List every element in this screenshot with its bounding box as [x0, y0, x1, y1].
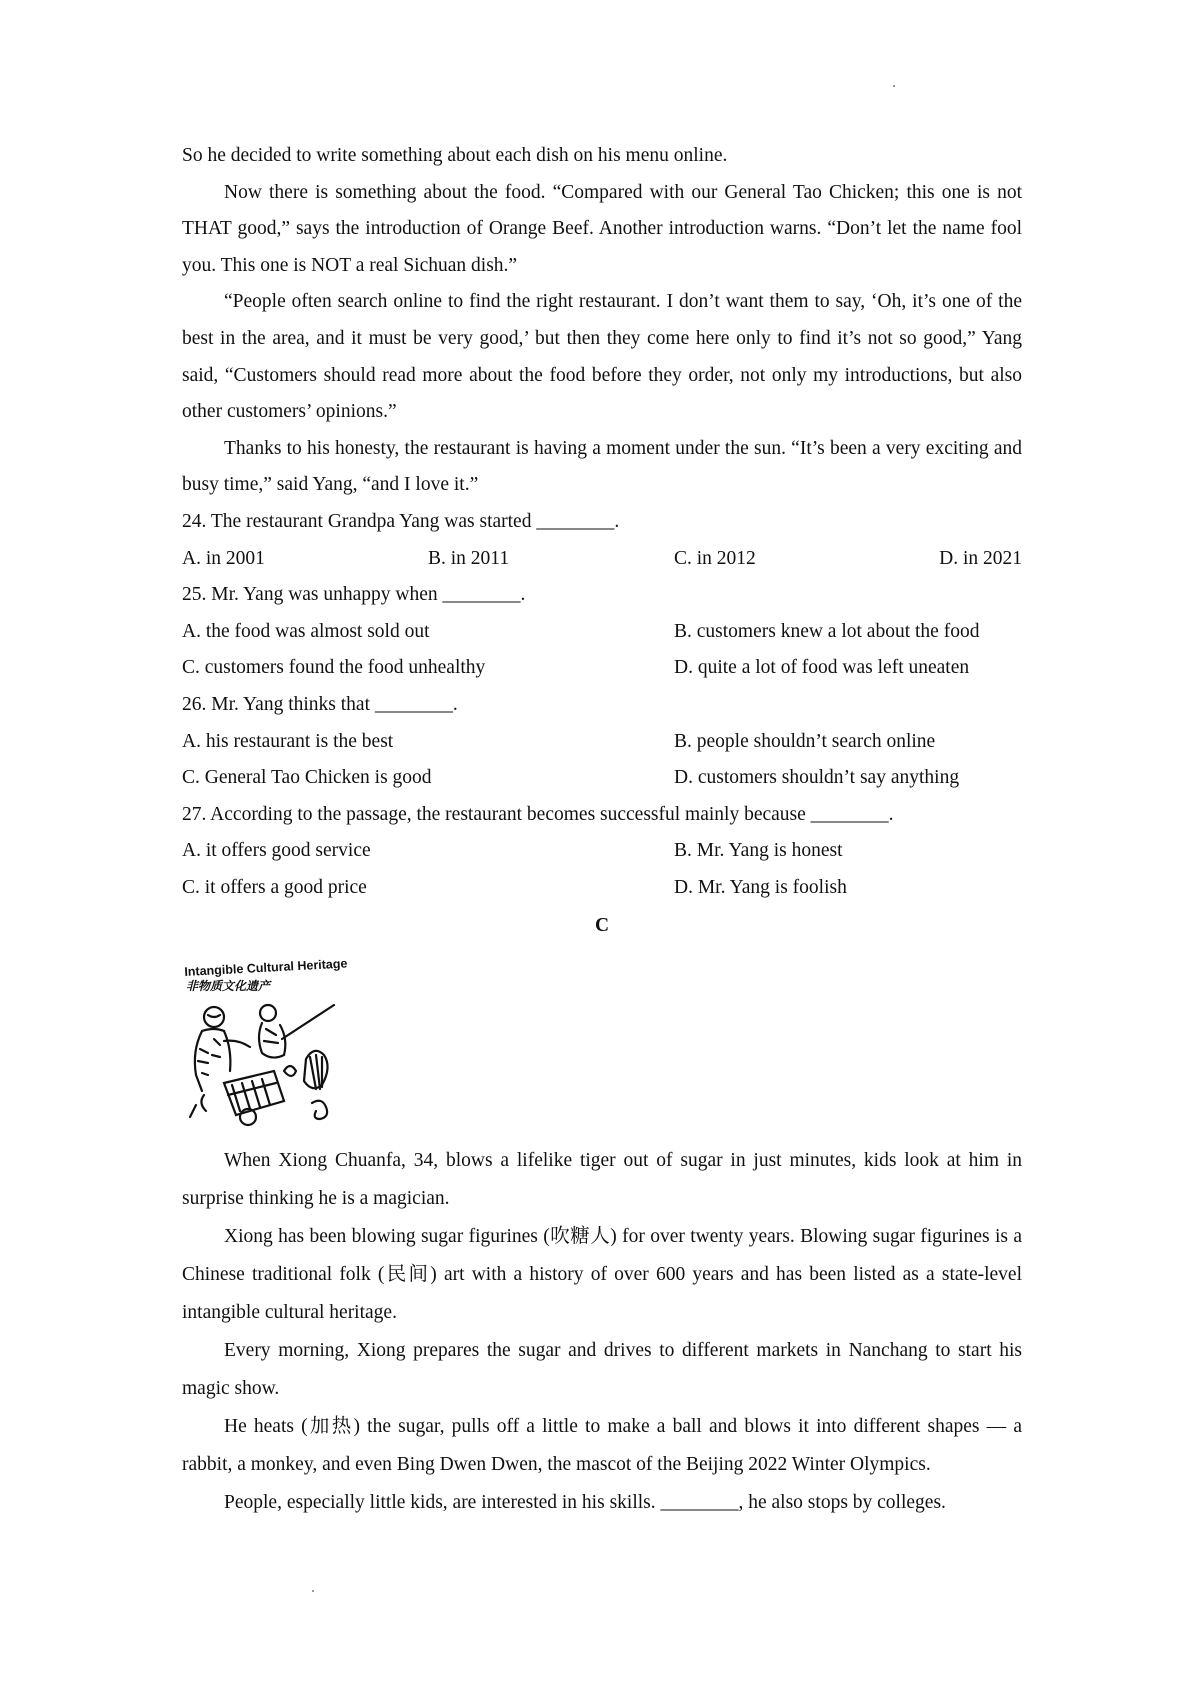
scan-speck [312, 1590, 314, 1592]
option-b: B. people shouldn’t search online [674, 730, 936, 752]
option-c: C. in 2012 [674, 547, 756, 569]
option-a: A. his restaurant is the best [182, 730, 394, 752]
option-a: A. the food was almost sold out [182, 620, 430, 642]
question-options [182, 541, 1022, 578]
question-stem: 24. The restaurant Grandpa Yang was started ________. [182, 510, 620, 532]
question-stem: 27. According to the passage, the restaurant becomes successful mainly because ________. [182, 803, 894, 825]
option-d: D. Mr. Yang is foolish [674, 876, 847, 898]
question-options [182, 870, 1022, 907]
option-b: B. Mr. Yang is honest [674, 840, 843, 862]
option-d: D. quite a lot of food was left uneaten [674, 657, 970, 679]
logo-english-text: Intangible Cultural Heritage [184, 956, 348, 980]
passage-b-paragraph: So he decided to write something about each dish on his menu online. [182, 145, 728, 166]
scan-speck [893, 85, 895, 87]
question-options [182, 760, 1022, 797]
option-d: D. in 2021 [939, 547, 1022, 569]
option-a: A. it offers good service [182, 840, 371, 862]
logo-chinese-text: 非物质文化遗产 [186, 979, 271, 994]
option-a: A. in 2001 [182, 547, 265, 569]
option-b: B. customers knew a lot about the food [674, 620, 980, 642]
option-c: C. General Tao Chicken is good [182, 767, 432, 789]
section-heading: C [594, 915, 610, 937]
passage-b-paragraph: “People often search online to find the right restaurant. I don’t want them to say, ‘Oh, it’s one of the best in the area, and it must be very good,’ but then they come here only to find it’s not so good,” Yang said, “Customers should read more about the food before they order, not only my introductions, but also other customers’ opinions.” [182, 291, 1022, 423]
option-b: B. in 2011 [428, 547, 510, 569]
question-options [182, 833, 1022, 870]
option-c: C. customers found the food unhealthy [182, 657, 486, 679]
passage-c-paragraph: When Xiong Chuanfa, 34, blows a lifelike tiger out of sugar in just minutes, kids look at him in surprise thinking he is a magician. [182, 1150, 1022, 1210]
passage-c-paragraph: He heats (加热) the sugar, pulls off a little to make a ball and blows it into different shapes — a rabbit, a monkey, and even Bing Dwen Dwen, the mascot of the Beijing 2022 Winter Olympics. [182, 1416, 1022, 1476]
question-stem: 26. Mr. Yang thinks that ________. [182, 693, 458, 715]
sugar-figurine-artisan-illustration [184, 999, 344, 1129]
heritage-logo [184, 956, 348, 1130]
passage-b-paragraph: Now there is something about the food. “Compared with our General Tao Chicken; this one is not THAT good,” says the introduction of Orange Beef. Another introduction warns. “Don’t let the name fool you. This one is NOT a real Sichuan dish.” [182, 181, 1022, 276]
passage-c-paragraph: Xiong has been blowing sugar figurines (吹糖人) for over twenty years. Blowing sugar figurines is a Chinese traditional folk (民间) art with a history of over 600 years and has been listed as a state-level intangible cultural heritage. [182, 1226, 1022, 1324]
page-content [182, 138, 1022, 1522]
question-options [182, 724, 1022, 761]
passage-c-paragraph: Every morning, Xiong prepares the sugar and drives to different markets in Nanchang to start his magic show. [182, 1340, 1022, 1400]
question-stem: 25. Mr. Yang was unhappy when ________. [182, 584, 526, 606]
question-options [182, 650, 1022, 687]
option-c: C. it offers a good price [182, 876, 367, 898]
option-d: D. customers shouldn’t say anything [674, 767, 960, 789]
question-options [182, 614, 1022, 651]
passage-c-paragraph: People, especially little kids, are interested in his skills. ________, he also stops by colleges. [224, 1492, 946, 1514]
passage-b-paragraph: Thanks to his honesty, the restaurant is having a moment under the sun. “It’s been a very exciting and busy time,” said Yang, “and I love it.” [182, 437, 1022, 496]
